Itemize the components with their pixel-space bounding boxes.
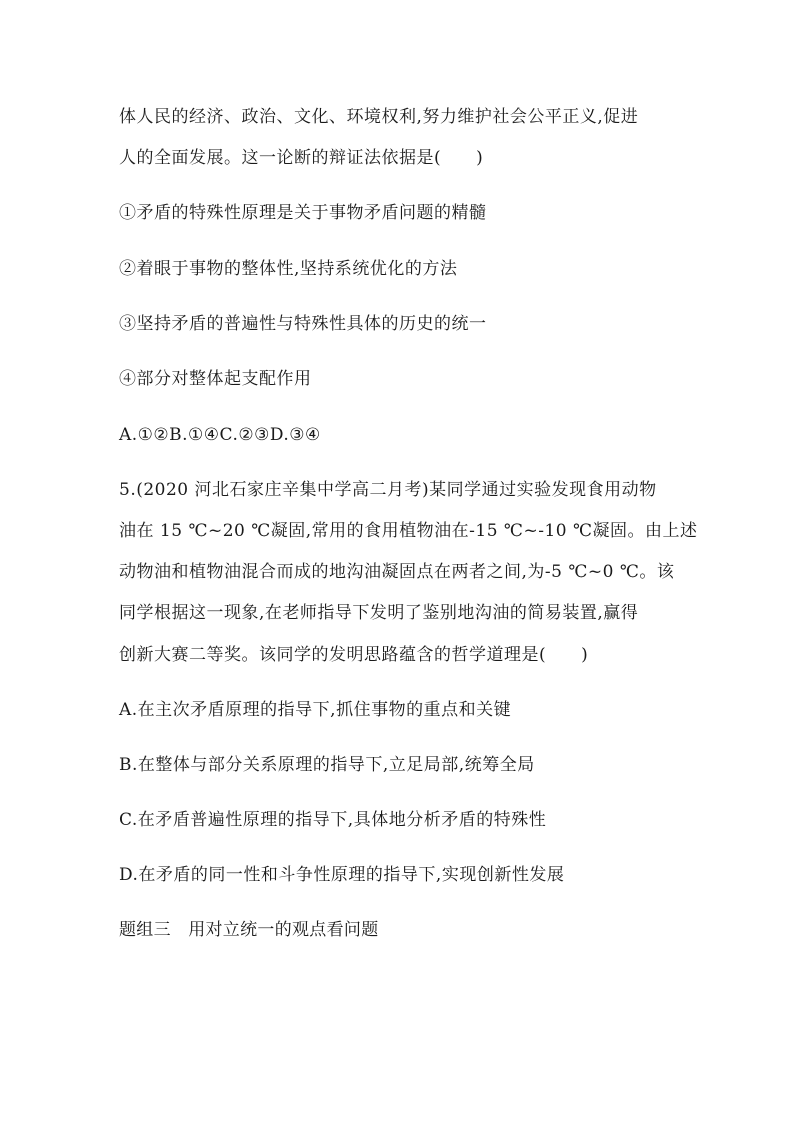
q5-stem-line-4: 同学根据这一现象,在老师指导下发明了鉴别地沟油的简易装置,赢得 <box>119 603 639 623</box>
q4-statement-3: ③坚持矛盾的普遍性与特殊性具体的历史的统一 <box>119 314 487 334</box>
q4-choices: A.①②B.①④C.②③D.③④ <box>119 425 321 445</box>
q4-stem-line-2: 人的全面发展。这一论断的辩证法依据是( ) <box>119 148 484 168</box>
q5-option-a: A.在主次矛盾原理的指导下,抓住事物的重点和关键 <box>119 700 512 720</box>
q5-option-d: D.在矛盾的同一性和斗争性原理的指导下,实现创新性发展 <box>119 865 565 885</box>
q4-statement-1: ①矛盾的特殊性原理是关于事物矛盾问题的精髓 <box>119 203 487 223</box>
q4-statement-4: ④部分对整体起支配作用 <box>119 369 312 389</box>
q5-stem-line-5: 创新大赛二等奖。该同学的发明思路蕴含的哲学道理是( ) <box>119 645 589 665</box>
q4-statement-2: ②着眼于事物的整体性,坚持系统优化的方法 <box>119 259 458 279</box>
section-heading: 题组三 用对立统一的观点看问题 <box>119 920 379 940</box>
q5-stem-line-2: 油在 15 ℃~20 ℃凝固,常用的食用植物油在-15 ℃~-10 ℃凝固。由上述 <box>119 521 698 541</box>
q5-stem-line-3: 动物油和植物油混合而成的地沟油凝固点在两者之间,为-5 ℃~0 ℃。该 <box>119 562 675 582</box>
q5-option-b: B.在整体与部分关系原理的指导下,立足局部,统筹全局 <box>119 755 535 775</box>
q5-stem-line-1: 5.(2020 河北石家庄辛集中学高二月考)某同学通过实验发现食用动物 <box>119 480 657 500</box>
q5-option-c: C.在矛盾普遍性原理的指导下,具体地分析矛盾的特殊性 <box>119 810 547 830</box>
q4-stem-line-1: 体人民的经济、政治、文化、环境权利,努力维护社会公平正义,促进 <box>119 107 639 127</box>
